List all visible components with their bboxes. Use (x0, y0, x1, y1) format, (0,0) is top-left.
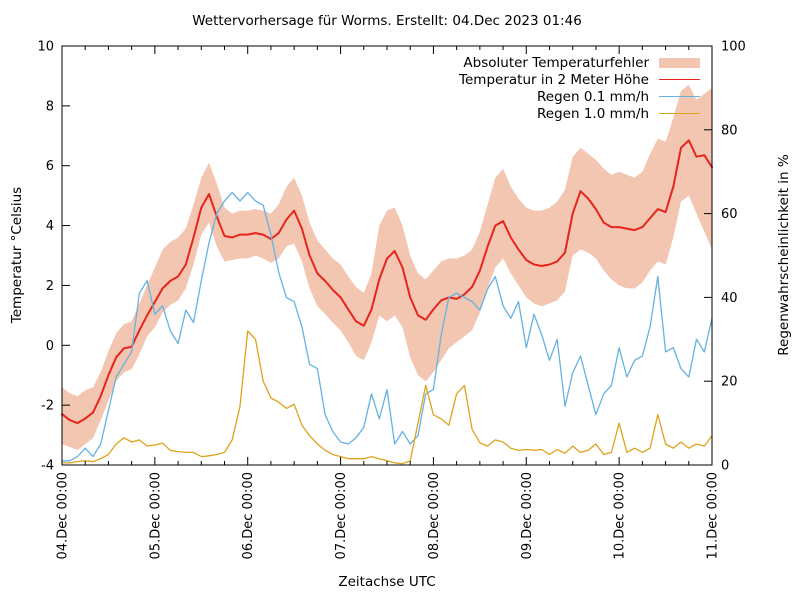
x-axis-title: Zeitachse UTC (338, 574, 436, 590)
y-right-tick-label: 100 (721, 39, 746, 55)
y-right-axis-title-text: Regenwahrscheinlichkeit in % (776, 154, 792, 356)
legend-row-rain10 (459, 105, 700, 122)
legend-label-rain01: Regen 0.1 mm/h (537, 88, 649, 105)
y-left-axis-title-text: Temperatur °Celsius (9, 186, 25, 324)
y-left-tick-label: 10 (37, 39, 54, 55)
chart-title: Wettervorhersage für Worms. Erstellt: 04.Dec 2023 01:46 (192, 13, 582, 29)
x-tick-label: 08.Dec 00:00 (426, 472, 442, 560)
orange-line-swatch-icon (659, 113, 700, 114)
x-tick-label: 04.Dec 00:00 (55, 472, 71, 560)
y-left-tick-label: -4 (41, 458, 54, 474)
rain10-line (62, 331, 712, 464)
y-right-tick-label: 80 (721, 123, 738, 139)
band-swatch-icon (659, 58, 700, 68)
y-left-tick-label: -2 (41, 398, 54, 414)
y-left-tick-label: 0 (45, 338, 54, 354)
legend-label-temperature-error: Absoluter Temperaturfehler (463, 54, 649, 71)
y-left-tick-label: 4 (45, 219, 54, 235)
y-left-tick-label: 2 (45, 278, 54, 294)
y-right-tick-label: 60 (721, 207, 738, 223)
red-line-swatch-icon (659, 79, 700, 80)
legend-label-temperature: Temperatur in 2 Meter Höhe (459, 71, 649, 88)
y-right-tick-label: 20 (721, 374, 738, 390)
y-right-tick-label: 0 (721, 458, 730, 474)
legend-row-rain01 (459, 88, 700, 105)
y-left-tick-label: 8 (45, 99, 54, 115)
blue-line-swatch-icon (659, 96, 700, 97)
x-tick-label: 09.Dec 00:00 (519, 472, 535, 560)
legend-label-rain10: Regen 1.0 mm/h (537, 105, 649, 122)
x-tick-label: 10.Dec 00:00 (612, 472, 628, 560)
legend-row-temperature (459, 71, 700, 88)
chart-legend (459, 54, 700, 122)
x-tick-label: 11.Dec 00:00 (705, 472, 721, 560)
y-left-tick-label: 6 (45, 159, 54, 175)
x-tick-label: 06.Dec 00:00 (241, 472, 257, 560)
legend-row-temperature-error (459, 54, 700, 71)
y-right-tick-label: 40 (721, 290, 738, 306)
temperature-error-band (62, 85, 712, 450)
x-tick-label: 05.Dec 00:00 (148, 472, 164, 560)
x-tick-label: 07.Dec 00:00 (334, 472, 350, 560)
